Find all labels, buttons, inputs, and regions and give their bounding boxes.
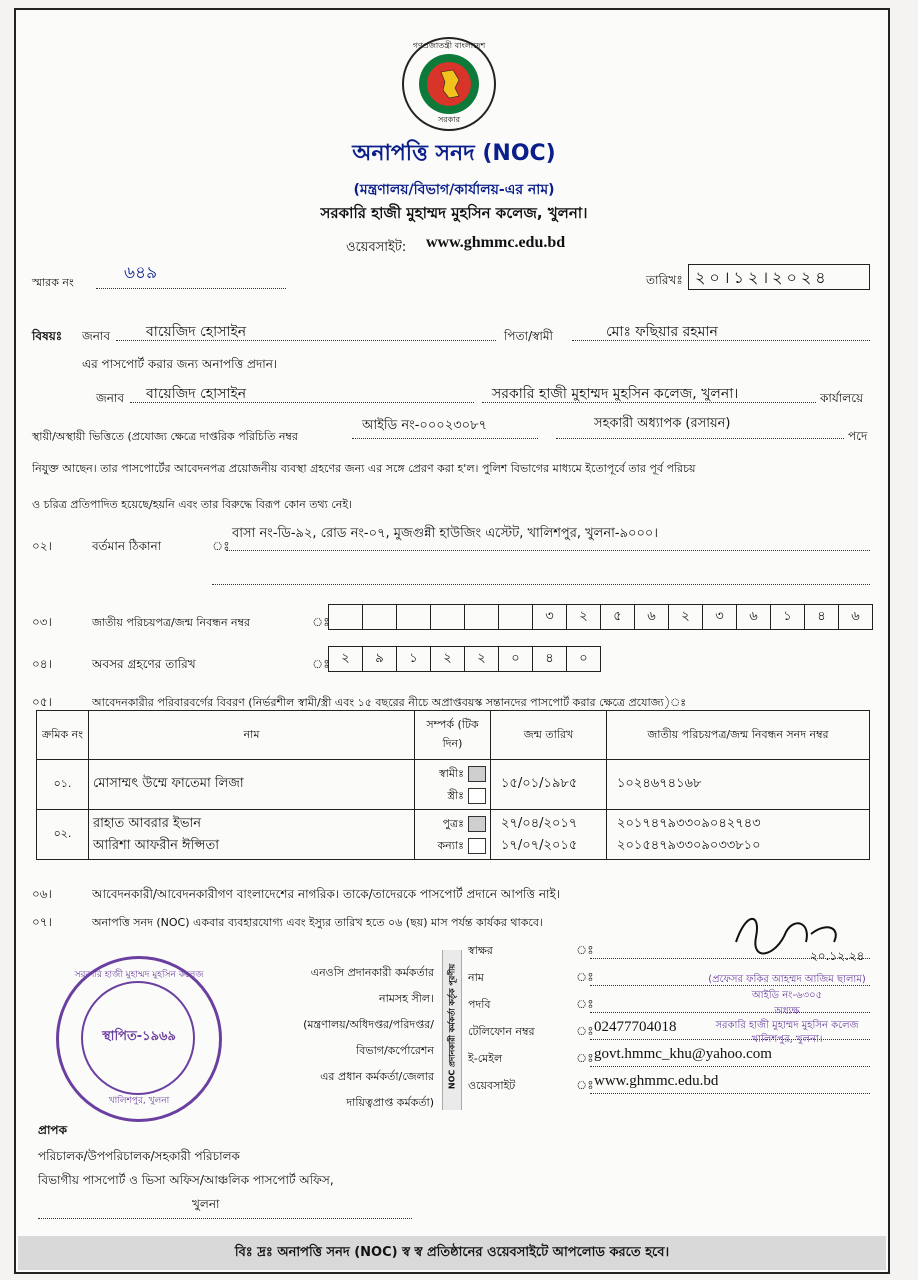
row2-dob-2: ১৭/০৭/২০১৫ bbox=[501, 837, 578, 853]
header-relation: সম্পর্ক (টিক দিন) bbox=[415, 711, 491, 760]
subject-honorific: জনাব bbox=[82, 329, 111, 343]
son-checkbox[interactable] bbox=[468, 816, 486, 832]
memo-label: স্মারক নং bbox=[32, 276, 74, 289]
officer-line-3: (মন্ত্রণালয়/অধিদপ্তর/পরিদপ্তর/ bbox=[303, 1018, 434, 1031]
digit-box: ২ bbox=[668, 604, 703, 630]
row1-serial: ০১. bbox=[37, 760, 89, 810]
table-row bbox=[37, 760, 870, 810]
header-serial: ক্রমিক নং bbox=[37, 711, 89, 760]
row2-name-2: আরিশা আফরীন ঈপ্সিতা bbox=[93, 837, 220, 853]
officer-vertical-text: NOC প্রদানকারী কর্মকর্তা কর্তৃক পূরণীয় bbox=[447, 963, 457, 1090]
officer-field-colon: ঃ bbox=[576, 997, 594, 1011]
body-name: বায়েজিদ হোসাইন bbox=[146, 386, 247, 402]
item04-colon: ঃ bbox=[312, 657, 330, 671]
college-seal bbox=[56, 956, 222, 1122]
officer-vertical-bar bbox=[442, 950, 462, 1110]
institution-name: সরকারি হাজী মুহাম্মদ মুহসিন কলেজ, খুলনা। bbox=[320, 204, 588, 222]
college-seal-ring-text: সরকারি হাজী মুহাম্মদ মুহসিন কলেজ bbox=[74, 970, 204, 980]
row1-dob: ১৫/০১/১৯৮৫ bbox=[491, 760, 607, 810]
address-value: বাসা নং-ডি-৯২, রোড নং-০৭, মুজগুন্নী হাউজিং এস্টেট, খালিশপুর, খুলনা-৯০০০। bbox=[232, 526, 659, 541]
row2-name-1: রাহাত আবরার ইভান bbox=[93, 815, 201, 831]
digit-box bbox=[464, 604, 499, 630]
officer-field-label: ওয়েবসাইট bbox=[468, 1079, 516, 1092]
officer-line-6: দায়িত্বপ্রাপ্ত কর্মকর্তা) bbox=[346, 1096, 434, 1109]
address-line-2 bbox=[212, 566, 870, 585]
stamp-college: সরকারি হাজী মুহাম্মদ মুহসিন কলেজ bbox=[715, 1020, 859, 1031]
row1-relation bbox=[415, 760, 491, 810]
item06-number: ০৬। bbox=[32, 887, 52, 901]
item07-text: অনাপত্তি সনদ (NOC) একবার ব্যবহারযোগ্য এবং ইস্যুর তারিখ হতে ০৬ (ছয়) মাস পর্যন্ত কার্যকর থাকবে। bbox=[92, 916, 543, 929]
body-line4: ও চরিত্র প্রতিপাদিত হয়েছে/হয়নি এবং তার বিরুদ্ধে বিরূপ কোন তথ্য নেই। bbox=[32, 498, 352, 511]
parent-name: মোঃ ফছিয়ার রহমান bbox=[606, 324, 718, 340]
body-institution: সরকারি হাজী মুহাম্মদ মুহসিন কলেজ, খুলনা। bbox=[492, 386, 739, 402]
digit-box: ৩ bbox=[532, 604, 567, 630]
family-table-header bbox=[37, 711, 870, 760]
row2-id-2: ২০১৫৪৭৯৩৩০৯০৩৩৮১০ bbox=[617, 837, 761, 853]
seal-ring-text: গণপ্রজাতন্ত্রী বাংলাদেশ bbox=[412, 41, 486, 50]
subject-label: বিষয়ঃ bbox=[32, 329, 63, 343]
item02-number: ০২। bbox=[32, 539, 52, 553]
header-name: নাম bbox=[89, 711, 415, 760]
row2-serial: ০২. bbox=[37, 810, 89, 860]
wife-checkbox[interactable] bbox=[468, 788, 486, 804]
officer-left-block bbox=[252, 960, 434, 1116]
designation: সহকারী অধ্যাপক (রসায়ন) bbox=[594, 416, 731, 431]
officer-line-1: এনওসি প্রদানকারী কর্মকর্তার bbox=[310, 966, 434, 979]
officer-field-label: নাম bbox=[468, 971, 484, 984]
officer-field-label: পদবি bbox=[468, 998, 491, 1011]
digit-box: ৪ bbox=[532, 646, 567, 672]
document-page bbox=[14, 8, 890, 1274]
officer-field-colon: ঃ bbox=[576, 1024, 594, 1038]
officer-field-label: টেলিফোন নম্বর bbox=[468, 1025, 535, 1038]
digit-box: ১ bbox=[396, 646, 431, 672]
digit-box: ০ bbox=[498, 646, 533, 672]
officer-field-colon: ঃ bbox=[576, 943, 594, 957]
row2-names bbox=[89, 810, 415, 860]
officer-field-value: 02477704018 bbox=[594, 1019, 677, 1035]
digit-box: ০ bbox=[566, 646, 601, 672]
item03-label: জাতীয় পরিচয়পত্র/জন্ম নিবন্ধন নম্বর bbox=[92, 616, 251, 629]
digit-box: ৫ bbox=[600, 604, 635, 630]
document-title: অনাপত্তি সনদ (NOC) bbox=[352, 141, 556, 166]
row2-relation bbox=[415, 810, 491, 860]
header-id: জাতীয় পরিচয়পত্র/জন্ম নিবন্ধন সনদ নম্বর bbox=[607, 711, 870, 760]
relation-husband-label: স্বামীঃ bbox=[438, 766, 464, 780]
daughter-checkbox[interactable] bbox=[468, 838, 486, 854]
digit-box: ৩ bbox=[702, 604, 737, 630]
memo-number: ৬৪৯ bbox=[124, 263, 158, 283]
recipient-line3: খুলনা bbox=[192, 1197, 220, 1211]
stamp-place: খালিশপুর, খুলনা। bbox=[751, 1034, 823, 1045]
digit-box: ২ bbox=[430, 646, 465, 672]
item02-label: বর্তমান ঠিকানা bbox=[92, 539, 162, 553]
digit-box bbox=[396, 604, 431, 630]
college-seal-bottom: খালিশপুর, খুলনা bbox=[108, 1096, 170, 1106]
recipient-line bbox=[38, 1202, 412, 1219]
office-suffix: কার্যালয়ে bbox=[820, 391, 864, 405]
digit-box bbox=[328, 604, 363, 630]
subject-line2: এর পাসপোর্ট করার জন্য অনাপত্তি প্রদান। bbox=[82, 357, 278, 371]
relation-son-label: পুত্রঃ bbox=[442, 816, 464, 830]
officer-line-4: বিভাগ/কর্পোরেশন bbox=[356, 1044, 434, 1057]
college-seal-center: স্থাপিত-১৯৬৯ bbox=[102, 1029, 176, 1044]
item02-colon: ঃ bbox=[212, 539, 230, 553]
digit-box: ১ bbox=[770, 604, 805, 630]
digit-box bbox=[498, 604, 533, 630]
digit-box: ২ bbox=[464, 646, 499, 672]
seal-bottom-text: সরকার bbox=[437, 115, 460, 124]
footer-note: বিঃ দ্রঃ অনাপত্তি সনদ (NOC) স্ব স্ব প্রতিষ্ঠানের ওয়েবসাইটে আপলোড করতে হবে। bbox=[18, 1236, 886, 1270]
officer-field-value: govt.hmmc_khu@yahoo.com bbox=[594, 1046, 772, 1062]
digit-box bbox=[430, 604, 465, 630]
digit-box: ২ bbox=[328, 646, 363, 672]
officer-field-colon: ঃ bbox=[576, 1078, 594, 1092]
header-dob: জন্ম তারিখ bbox=[491, 711, 607, 760]
row2-ids bbox=[607, 810, 870, 860]
digit-box: ৯ bbox=[362, 646, 397, 672]
post-suffix: পদে bbox=[848, 429, 868, 443]
officer-line-2: নামসহ সীল। bbox=[379, 992, 434, 1005]
document-subtitle: (মন্ত্রণালয়/বিভাগ/কার্যালয়-এর নাম) bbox=[353, 182, 555, 198]
body-honorific: জনাব bbox=[96, 391, 125, 405]
stamp-name: (প্রফেসর ফকির আহম্মদ আজিম ছালাম) bbox=[708, 974, 866, 985]
id-number: আইডি নং-০০০২৩০৮৭ bbox=[362, 418, 487, 433]
item03-colon: ঃ bbox=[312, 615, 330, 629]
officer-line-5: এর প্রধান কর্মকর্তা/জেলার bbox=[320, 1070, 434, 1083]
row2-dob-1: ২৭/০৪/২০১৭ bbox=[501, 815, 578, 831]
family-table bbox=[36, 710, 870, 860]
digit-box: ৬ bbox=[634, 604, 669, 630]
item05-number: ০৫। bbox=[32, 695, 52, 709]
relation-wife-label: স্ত্রীঃ bbox=[447, 788, 464, 802]
recipient-label: প্রাপক bbox=[38, 1123, 67, 1137]
officer-field-label: স্বাক্ষর bbox=[468, 944, 493, 957]
officer-field-value: www.ghmmc.edu.bd bbox=[594, 1073, 719, 1089]
item04-label: অবসর গ্রহণের তারিখ bbox=[92, 657, 196, 671]
item06-text: আবেদনকারী/আবেদনকারীগণ বাংলাদেশের নাগরিক। তাকে/তাদেরকে পাসপোর্ট প্রদানে আপত্তি নাই। bbox=[92, 887, 561, 901]
husband-checkbox[interactable] bbox=[468, 766, 486, 782]
item03-number: ০৩। bbox=[32, 615, 52, 629]
signature-icon bbox=[716, 902, 896, 972]
body-line3: নিযুক্ত আছেন। তার পাসপোর্টের আবেদনপত্র প্রয়োজনীয় ব্যবস্থা গ্রহণের জন্য এর সঙ্গে প্রেরণ করা হ'ল। পুলিশ বিভাগের মাধ্যমে ইতোপূর্বে তার পূর্ব পরিচয় bbox=[32, 462, 696, 475]
table-row bbox=[37, 810, 870, 860]
digit-box: ৬ bbox=[736, 604, 771, 630]
digit-box bbox=[362, 604, 397, 630]
officer-field-label: ই-মেইল bbox=[468, 1052, 503, 1065]
relation-daughter-label: কন্যাঃ bbox=[437, 838, 464, 852]
officer-field-colon: ঃ bbox=[576, 970, 594, 984]
date-label: তারিখঃ bbox=[646, 273, 683, 287]
digit-box: ৪ bbox=[804, 604, 839, 630]
basis-text: স্থায়ী/অস্থায়ী ভিত্তিতে (প্রযোজ্য ক্ষেত্রে দাপ্তরিক পরিচিতি নম্বর bbox=[32, 430, 298, 443]
officer-field-colon: ঃ bbox=[576, 1051, 594, 1065]
recipient-line1: পরিচালক/উপপরিচালক/সহকারী পরিচালক bbox=[38, 1149, 240, 1163]
parent-label: পিতা/স্বামী bbox=[504, 329, 553, 343]
digit-box: ২ bbox=[566, 604, 601, 630]
date-value: ২০।১২।২০২৪ bbox=[688, 264, 870, 290]
row2-dobs bbox=[491, 810, 607, 860]
subject-name: বায়েজিদ হোসাইন bbox=[146, 324, 247, 340]
row1-name: মোসাম্মৎ উম্মে ফাতেমা লিজা bbox=[89, 760, 415, 810]
website-label: ওয়েবসাইট: bbox=[346, 240, 407, 255]
website-value: www.ghmmc.edu.bd bbox=[426, 234, 566, 251]
row2-id-1: ২০১৭৪৭৯৩৩০৯০৪২৭৪৩ bbox=[617, 815, 761, 831]
digit-box: ৬ bbox=[838, 604, 873, 630]
recipient-line2: বিভাগীয় পাসপোর্ট ও ভিসা অফিস/আঞ্চলিক পাসপোর্ট অফিস, bbox=[38, 1173, 334, 1187]
signature-date: ২০.১২.২৪ bbox=[810, 949, 865, 963]
item07-number: ০৭। bbox=[32, 915, 52, 929]
stamp-id: আইডি নং-৬৩০৫ bbox=[751, 990, 823, 1001]
item05-label: আবেদনকারীর পরিবারবর্গের বিবরণ (নির্ভরশীল স্বামী/স্ত্রী এবং ১৫ বছরের নীচে অপ্রাপ্তবয়স্ক সন্তানদের পাসপোর্ট করার ক্ষেত্রে প্রযোজ্য)ঃ bbox=[92, 696, 687, 709]
item04-number: ০৪। bbox=[32, 657, 52, 671]
row1-id: ১০২৪৬৭৪১৬৮ bbox=[607, 760, 870, 810]
stamp-designation: অধ্যক্ষ bbox=[774, 1006, 800, 1017]
